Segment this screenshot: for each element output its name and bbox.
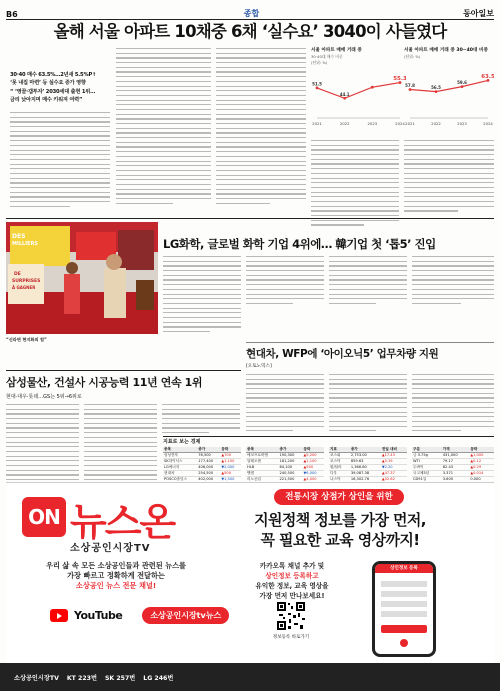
phone-mockup [372, 561, 436, 657]
youtube-channel-button[interactable]: 소상공인시장tv뉴스 [142, 607, 229, 624]
table-header: 등락 [220, 447, 241, 453]
table-header: 종목 [163, 447, 197, 453]
channel-name: 소상공인시장TV [14, 674, 59, 682]
table-cell: 190,300 [279, 453, 303, 459]
chart-data-label: 59.6 [457, 80, 467, 86]
chart-series-line [410, 80, 488, 91]
kakao-promo-text [234, 561, 350, 601]
phone-header: 상인정보 등록 [375, 564, 433, 573]
table-cell: ▲500 [303, 465, 324, 471]
chart-svg [311, 66, 406, 128]
page-number: B6 [6, 10, 18, 19]
kakao-line: 카카오톡 채널 추가 및 [259, 562, 325, 570]
chart-subtitle: 30·40대 매수 비중 [311, 54, 343, 59]
channel-number-sk: SK 257번 [104, 674, 136, 682]
table-header: 종가 [197, 447, 220, 453]
table-cell: 177,400 [197, 459, 220, 465]
chart-data-label: 55.3 [393, 76, 406, 83]
table-cell: 원/달러 [329, 465, 350, 471]
photo-sign-text: DES [12, 233, 26, 240]
table-cell: ▲17.43 [381, 453, 407, 459]
ad-logo-text: 뉴스온 [70, 500, 175, 544]
ad-logo [22, 491, 175, 554]
table-cell: 0.000 [469, 477, 494, 483]
ad-headline-line1: 지원정책 정보를 가장 먼저, [254, 511, 426, 529]
section-name: 종합 [243, 9, 260, 18]
youtube-play-icon [50, 609, 68, 622]
article1-body-col2 [116, 48, 211, 207]
channel-number-lg: LG 246번 [143, 674, 174, 682]
table-cell: ▼6,000 [303, 471, 324, 477]
photo-sign-text: DE [14, 272, 21, 277]
table-cell: ▲47.37 [381, 471, 407, 477]
ad-headline-line2: 꼭 필요한 교육 영상까지! [260, 531, 420, 549]
qr-code-icon[interactable] [276, 601, 306, 631]
ad-logo-subtitle: 소상공인시장TV [70, 543, 151, 554]
article4-body-col1 [246, 374, 324, 435]
table-cell: ▼2,000 [220, 465, 241, 471]
chart-point [435, 90, 438, 93]
chart-data-label: 63.5 [481, 73, 494, 80]
channel-number-kt: KT 223번 [66, 674, 97, 682]
table-header: 종목 [246, 447, 279, 453]
table-cell: CD91일 [412, 477, 442, 483]
article1-body-col3 [216, 48, 306, 207]
table-header: 전일 대비 [381, 447, 407, 453]
article1-body-col5 [404, 140, 494, 215]
article2-body-col1 [163, 256, 241, 336]
table-cell: 16,302.76 [350, 477, 381, 483]
chart-3040-share-2 [404, 48, 494, 136]
table-cell: 221,500 [279, 477, 303, 483]
chart-data-label: 57.8 [405, 83, 415, 89]
table-cell: ▲0.12 [469, 459, 494, 465]
article4-subhead: [오토노믹스] [246, 364, 272, 369]
table-cell: 181,200 [279, 459, 303, 465]
table-cell: ▲5,200 [303, 453, 324, 459]
deck-line: 30·40 매수 63.5%…2년새 5.5%P↑ [10, 72, 97, 78]
chart-unit: (단위: %) [311, 60, 328, 65]
table-row [163, 453, 241, 459]
chart-point [371, 86, 374, 89]
photo-caption [6, 337, 158, 342]
deck-line: “ ‘영끌·갭투자’ 2030세대 출현 1위… [10, 88, 96, 95]
chart-title: 서울 아파트 매매 거래 중 30~40대 비중 [404, 48, 488, 53]
divider [246, 342, 494, 343]
article3-headline: 삼성물산, 건설사 시공능력 11년 연속 1위 [6, 376, 203, 389]
table-cell: 402,000 [197, 477, 220, 483]
paper-name: 동아일보 [463, 8, 494, 18]
table-cell: ▲0.014 [469, 471, 494, 477]
chart-svg [404, 60, 494, 128]
deck-line: 금리 낮아지며 매수 키워져 여력” [10, 97, 83, 104]
deck-line: ‘못 내집 마련’ 등 실수요 증가 영향 [10, 80, 86, 87]
advertisement[interactable] [6, 482, 494, 663]
table-cell: 다우 [329, 471, 350, 477]
table-cell: 3.371 [442, 471, 470, 477]
table-cell: 코스닥 [329, 459, 350, 465]
article3-subhead: 현대·대우·롯데…GS는 5위→6위로 [6, 394, 82, 400]
chart-tick-label: 2023 [457, 121, 467, 126]
section-divider [6, 218, 494, 219]
table-cell: 리노공업 [246, 477, 279, 483]
table-header: 지표 [329, 447, 350, 453]
table-cell: LG에너지 [163, 465, 197, 471]
table-cell: ▲0.29 [469, 465, 494, 471]
table-cell: 삼성전자 [163, 453, 197, 459]
kakao-line: 가장 먼저 만나보세요! [259, 592, 325, 600]
article4-body-col3 [412, 374, 494, 435]
table-cell: ▼1,500 [220, 477, 241, 483]
ad-description [36, 561, 196, 591]
article2-body-col3 [329, 256, 407, 308]
table-cell: ▲700 [220, 453, 241, 459]
table-cell: 두바이 [412, 465, 442, 471]
table-cell: 240,500 [279, 471, 303, 477]
chart-tick-label: 2022 [431, 121, 441, 126]
table-cell: 39,087.38 [350, 471, 381, 477]
table-cell: 79.17 [442, 459, 470, 465]
table-cell: 에코프로비엠 [246, 453, 279, 459]
table-cell: 국고채3년 [412, 471, 442, 477]
photo-sign-text: SURPRISES [12, 279, 41, 284]
chart-tick-label: 2021 [405, 121, 415, 126]
table-cell: 금 3.75g [412, 453, 442, 459]
table-cell: POSCO홀딩스 [163, 477, 197, 483]
table-row [163, 465, 241, 471]
table-header: 종가 [279, 447, 303, 453]
chart-3040-share [311, 48, 406, 136]
article2-body-col4 [412, 256, 494, 308]
article2-headline: LG화학, 글로벌 화학 기업 4위에… 韓기업 첫 ‘톱5’ 진입 [163, 237, 436, 251]
ad-desc-line: 우리 삶 속 모든 소상공인들과 관련된 뉴스를 [46, 561, 186, 570]
chart-tick-label: 2021 [312, 121, 322, 126]
article3-body-col2 [84, 404, 157, 488]
kakao-line: 유익한 정보, 교육 영상을 [255, 582, 329, 590]
table-cell: 엔켐 [246, 471, 279, 477]
ad-tagline-pill: 전통시장 상점가 상인을 위한 [274, 489, 404, 505]
chart-tick-label: 2024 [395, 121, 405, 126]
store-photo [6, 222, 158, 334]
table-cell: 3.600 [442, 477, 470, 483]
youtube-row[interactable] [50, 607, 229, 624]
table-row [412, 453, 494, 459]
table-cell: ▲52.62 [381, 477, 407, 483]
table-cell: ▼2.20 [381, 465, 407, 471]
table-cell: 406,000 [197, 465, 220, 471]
table-row [163, 459, 241, 465]
ad-desc-line: 소상공인 뉴스 전문 채널! [75, 581, 157, 590]
qr-caption: 정보등록 바로가기 [272, 635, 310, 640]
youtube-wordmark: YouTube [74, 609, 123, 622]
phone-screen-illustration [375, 573, 433, 653]
chart-series-line [317, 83, 400, 99]
table-cell: 코스피 [329, 453, 350, 459]
table-row [246, 453, 324, 459]
chart-title: 서울 아파트 매매 거래 중 [311, 48, 362, 53]
chart-tick-label: 2022 [339, 121, 350, 126]
article3-body-col1 [6, 404, 79, 488]
table-cell: 254,500 [197, 471, 220, 477]
kakao-line: 상인정보 등록하고 [265, 572, 319, 580]
chart-unit: (단위: %) [404, 54, 421, 59]
chart-tick-label: 2023 [367, 121, 378, 126]
table-cell: 2,753.00 [350, 453, 381, 459]
table-cell: ▲5.19 [381, 459, 407, 465]
table-cell: 82.43 [442, 465, 470, 471]
divider [6, 370, 241, 371]
ad-logo-on-mark: ON [22, 497, 66, 537]
ad-desc-line: 가장 빠르고 정확하게 전달하는 [67, 571, 165, 580]
chart-point [461, 85, 464, 88]
masthead [6, 6, 494, 20]
article1-deck [10, 71, 110, 105]
table-cell: 현대차 [163, 471, 197, 477]
table-cell: 859.63 [350, 459, 381, 465]
table-row [246, 459, 324, 465]
table-cell: WTI [412, 459, 442, 465]
table-header: 구분 [412, 447, 442, 453]
chart-data-label: 56.5 [431, 85, 441, 91]
table-cell: 431,000 [442, 453, 470, 459]
table-cell: SK하이닉스 [163, 459, 197, 465]
chart-data-label: 44.1 [339, 91, 350, 97]
table-header: 종가 [350, 447, 381, 453]
market-section-title: 지표로 보는 경제 [163, 436, 494, 445]
store-photo-illustration [6, 222, 158, 334]
article1-body-col1 [10, 112, 110, 210]
chart-point [316, 87, 319, 90]
article2-body-col2 [246, 256, 324, 308]
table-cell: 76,500 [197, 453, 220, 459]
article1-headline: 올해 서울 아파트 10채중 6채 ‘실수요’ 3040이 사들였다 [53, 22, 447, 41]
table-cell: 나스닥 [329, 477, 350, 483]
photo-caption-title: “신라면 현지화의 힘” [6, 337, 47, 342]
table-cell: ▲1,000 [469, 453, 494, 459]
table-cell: ▲1,100 [303, 459, 324, 465]
article3-body-col3 [162, 404, 240, 437]
table-cell: 64,100 [279, 465, 303, 471]
article4-body-col2 [329, 374, 407, 435]
article1-body-col4 [311, 140, 399, 229]
table-cell: ▲4,000 [303, 477, 324, 483]
chart-data-label: 51.5 [312, 81, 322, 87]
table-cell: ▲500 [220, 471, 241, 477]
table-cell: HLB [246, 465, 279, 471]
table-header: 등락 [303, 447, 324, 453]
photo-sign-text: À GAGNER [12, 285, 36, 290]
chart-point [409, 88, 412, 91]
table-cell: 알테오젠 [246, 459, 279, 465]
photo-sign-text: MILLIERS [12, 241, 38, 247]
channel-info-bar [0, 663, 500, 691]
table-cell: 1,366.80 [350, 465, 381, 471]
chart-tick-label: 2024 [483, 121, 493, 126]
table-cell: ▲1,100 [220, 459, 241, 465]
article4-headline: 현대차, WFP에 ‘아이오닉5’ 업무차량 지원 [246, 348, 439, 360]
table-row [412, 471, 494, 477]
table-header: 가격 [442, 447, 470, 453]
table-header: 등락 [469, 447, 494, 453]
chart-point [343, 97, 346, 100]
